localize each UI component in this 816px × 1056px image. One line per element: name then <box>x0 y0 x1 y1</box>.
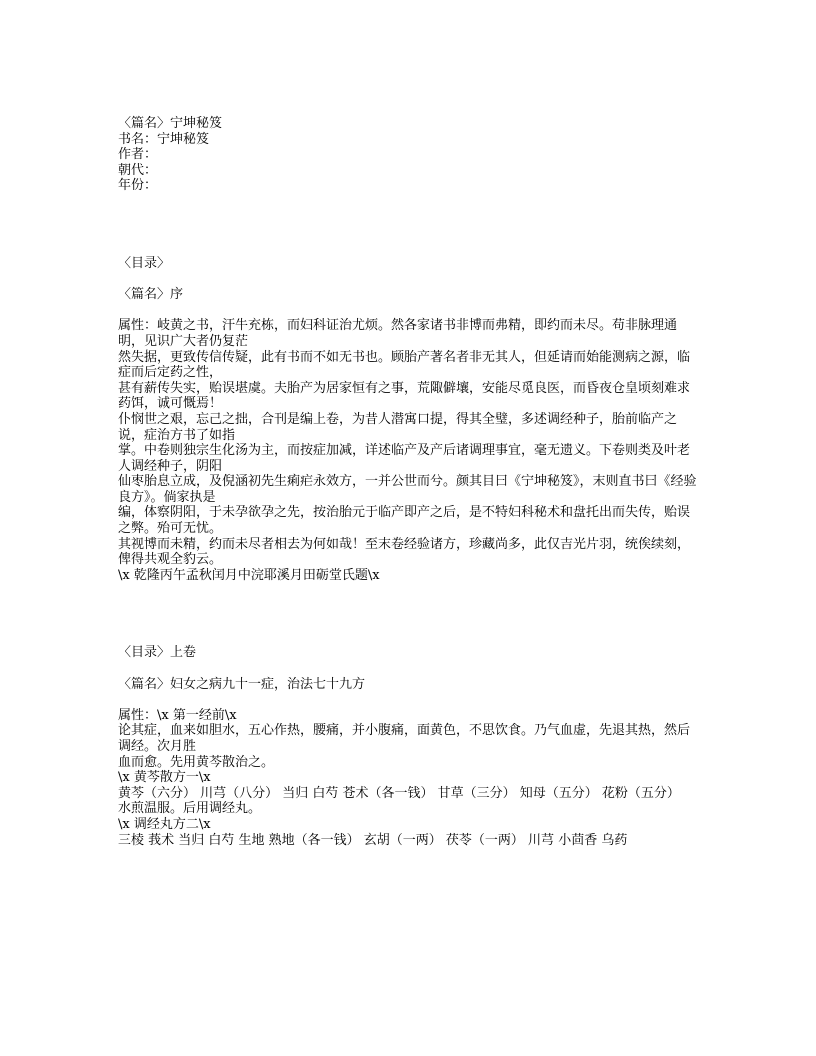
dynasty-field: 朝代： <box>118 162 158 178</box>
preface-line: 仙枣胎息立成，及倪涵初先生痢疟永效方，一并公世而兮。颜其目曰《宁坤秘笈》，末则直书曰《经验良方》。倘家执是 <box>118 474 697 505</box>
body-line: 论其症，血来如胆水，五心作热，腰痛，并小腹痛，面黄色，不思饮食。乃气血虚，先退其热，然后调经。次月胜 <box>118 723 691 754</box>
preface-line: 其视博而未精，约而未尽者相去为何如哉！至末卷经验诸方，珍藏尚多，此仅吉光片羽，统俟续刻，俾得共观全豹云。 <box>118 536 691 568</box>
preface-line: 掌。中卷则独宗生化汤为主，而按症加减，详述临产及产后诸调理事宜，毫无遗义。下卷则类及叶老人调经种子，阴阳 <box>118 443 691 474</box>
book-name-field: 书名：宁坤秘笈 <box>118 131 210 147</box>
chapter-title: 〈篇名〉妇女之病九十一症，治法七十九方 <box>118 676 366 692</box>
spacer <box>118 303 702 319</box>
preface-title: 〈篇名〉序 <box>118 287 184 303</box>
body-line: 血而愈。先用黄芩散治之。 <box>118 754 275 770</box>
preface-line: 甚有薪传失实，贻误堪虞。夫胎产为居家恒有之事，荒陬僻壤，安能尽觅良医，而昏夜仓皇顷刻难求药饵，诚可慨焉！ <box>118 380 691 412</box>
preface-signature: \x 乾隆丙午孟秋闰月中浣耶溪月田砺堂氏题\x <box>118 567 380 583</box>
spacer <box>118 692 702 708</box>
preface-line: 仆悯世之艰，忘己之拙，合刊是编上卷，为昔人潜寓口提，得其全璧，多述调经种子，胎前临产之说，症治方书了如指 <box>118 411 678 443</box>
body-line: 水煎温服。后用调经丸。 <box>118 801 262 817</box>
spacer <box>118 194 702 256</box>
preface-line: 属性：岐黄之书，汗牛充栋，而妇科证治尤烦。然各家诸书非博而弗精，即约而未尽。苟非脉理通明，见识广大者仍复茫 <box>118 318 678 349</box>
spacer <box>118 583 702 645</box>
attribute-line: 属性：\x 第一经前\x <box>118 707 237 723</box>
author-field: 作者： <box>118 147 158 163</box>
toc-heading-volume-1: 〈目录〉上卷 <box>118 645 197 661</box>
chapter-title-line: 〈篇名〉宁坤秘笈 <box>118 116 223 131</box>
spacer <box>118 661 702 677</box>
preface-line: 编，体察阴阳，于未孕欲孕之先，按治胎元于临产即产之后，是不特妇科秘术和盘托出而失传，贻误之弊。殆可无忧。 <box>118 505 691 537</box>
formula-heading: \x 调经丸方二\x <box>118 816 211 832</box>
preface-body <box>118 318 702 583</box>
ingredient-line: 黄芩（六分） 川芎（八分） 当归 白芍 苍术（各一钱） 甘草（三分） 知母（五分） 花粉（五分） <box>118 785 680 801</box>
toc-heading: 〈目录〉 <box>118 255 171 271</box>
preface-line: 然失据，更致传信传疑，此有书而不如无书也。顾胎产著名者非无其人，但延请而始能测病之源，临症而后定药之性， <box>118 349 691 381</box>
chapter-body <box>118 708 702 848</box>
formula-heading: \x 黄芩散方一\x <box>118 770 211 786</box>
book-header <box>118 116 702 194</box>
year-field: 年份： <box>118 178 158 194</box>
ingredient-line: 三棱 莪术 当归 白芍 生地 熟地（各一钱） 玄胡（一两） 茯苓（一两） 川芎 小茴香 乌药 <box>118 832 628 848</box>
spacer <box>118 272 702 288</box>
document-page <box>118 116 702 848</box>
